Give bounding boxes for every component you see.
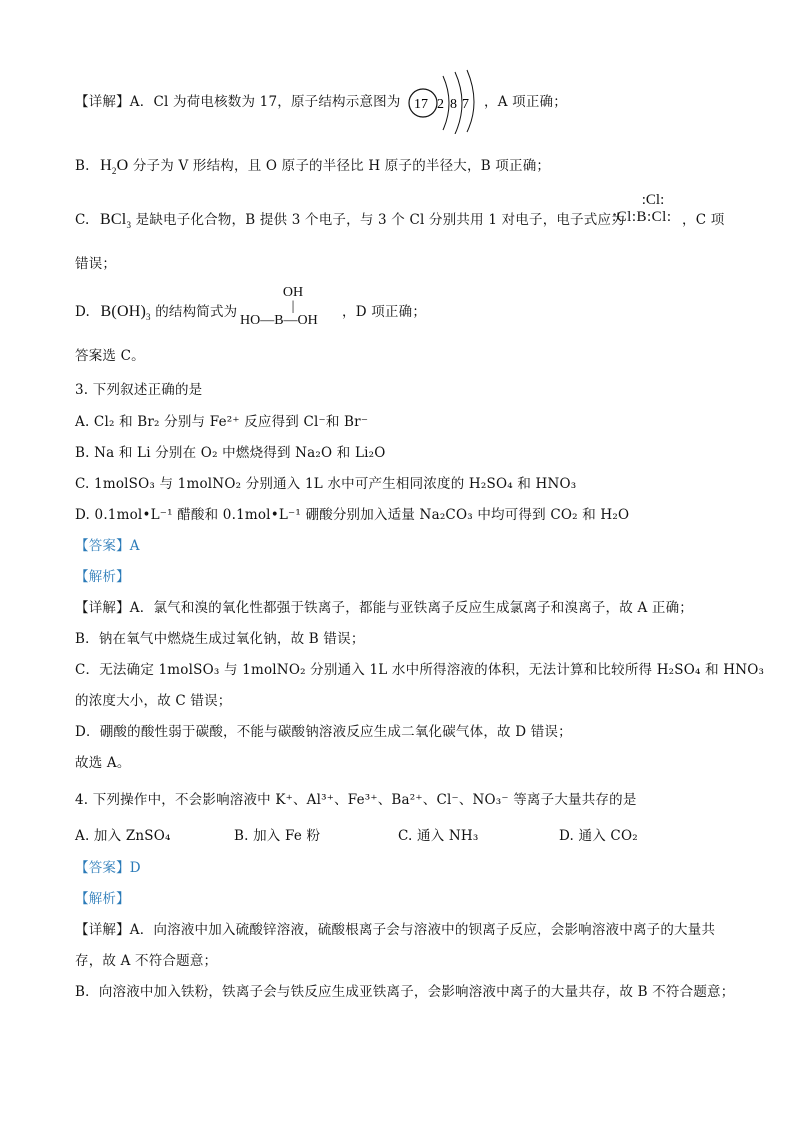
q3-explanation-a: 【详解】A．氯气和溴的氧化性都强于铁离子，都能与亚铁离子反应生成氯离子和溴离子，故 A 正确； [75,600,693,616]
bcl3-sub: 3 [126,220,132,231]
q3-explanation-d: D．硼酸的酸性弱于碳酸，不能与碳酸钠溶液反应生成二氧化碳气体，故 D 错误； [75,724,572,740]
q2-explanation-a [75,92,401,112]
q4-explanation-a1: 【详解】A．向溶液中加入硫酸锌溶液，硫酸根离子会与溶液中的钡离子反应，会影响溶液中离子的大量共 [75,922,716,938]
q2-a-suffix: ，A 项正确； [484,94,567,110]
q3-option-b: B. Na 和 Li 分别在 O₂ 中燃烧得到 Na₂O 和 Li₂O [75,445,386,461]
q2-c-text: 是缺电子化合物，B 提供 3 个电子，与 3 个 Cl 分别共用 1 对电子，电子式应为 [135,212,625,228]
q3-analysis-tag: 【解析】 [75,569,130,585]
bcl3-main: BCl [100,211,127,228]
q4-explanation-b: B．向溶液中加入铁粉，铁离子会与铁反应生成亚铁离子，会影响溶液中离子的大量共存，故 B 不符合题意； [75,984,735,1000]
struct-bar: | [291,299,295,314]
water-o: O [116,157,129,174]
atom-shell-3: 7 [462,97,469,112]
q2-b-text: 分子为 V 形结构，且 O 原子的半径比 H 原子的半径大，B 项正确； [132,158,551,174]
atom-shell-2: 8 [450,97,457,112]
q4-option-c: C. 通入 NH₃ [398,828,479,844]
q2-d-suffix: ，D 项正确； [342,304,427,320]
q3-option-d: D. 0.1mol•L⁻¹ 醋酸和 0.1mol•L⁻¹ 硼酸分别加入适量 Na₂CO₃ 中均可得到 CO₂ 和 H₂O [75,507,630,523]
boric-acid-formula [100,303,151,323]
struct-row: HO—B—OH [240,313,318,328]
q3-conclusion: 故选 A。 [75,755,131,771]
q3-answer-tag: 【答案】A [75,538,140,554]
bcl3-formula [100,211,132,231]
q2-b-label: B. [75,158,90,174]
q4-answer-tag: 【答案】D [75,860,141,876]
water-formula [100,157,129,177]
q2-d-label: D. [75,304,91,320]
q2-c-suffix: ，C 项 [682,212,725,228]
boric-acid-structure [240,286,340,328]
q2-d-text: 的结构简式为 [155,304,238,320]
q4-stem: 4. 下列操作中，不会影响溶液中 K⁺、Al³⁺、Fe³⁺、Ba²⁺、Cl⁻、NO₃⁻ 等离子大量共存的是 [75,792,637,808]
water-h: H [100,157,112,174]
q4-analysis-tag: 【解析】 [75,891,130,907]
q4-option-d: D. 通入 CO₂ [559,828,638,844]
struct-top: OH [282,285,304,300]
q2-answer: 答案选 C。 [75,348,145,364]
q3-explanation-b: B．钠在氧气中燃烧生成过氧化钠，故 B 错误； [75,631,365,647]
chlorine-atom-diagram [403,68,483,134]
q2-a-prefix: 【详解】A．Cl 为荷电核数为 17，原子结构示意图为 [75,94,401,110]
water-sub: 2 [111,166,117,177]
lewis-top: :Cl: [641,192,665,208]
q3-explanation-c1: C．无法确定 1molSO₃ 与 1molNO₂ 分别通入 1L 水中所得溶液的体积，无法计算和比较所得 H₂SO₄ 和 HNO₃ [75,662,765,678]
q4-option-b: B. 加入 Fe 粉 [234,828,321,844]
q2-explanation-c [75,210,625,230]
q2-c-label: C. [75,212,90,228]
q2-c-continuation: 错误； [75,256,117,272]
boric-sub: 3 [145,312,151,323]
q3-option-c: C. 1molSO₃ 与 1molNO₂ 分别通入 1L 水中可产生相同浓度的 H₂SO₄ 和 HNO₃ [75,476,577,492]
atom-shell-1: 2 [437,97,444,112]
q2-explanation-d [75,302,237,322]
boric-main: B(OH) [100,303,146,320]
q3-stem: 3. 下列叙述正确的是 [75,382,203,398]
q3-explanation-c2: 的浓度大小，故 C 错误； [75,693,232,709]
atom-nucleus-label: 17 [414,97,428,112]
q3-option-a: A. Cl₂ 和 Br₂ 分别与 Fe²⁺ 反应得到 Cl⁻和 Br⁻ [75,414,369,430]
q4-explanation-a2: 存，故 A 不符合题意； [75,953,218,969]
q2-explanation-b [75,156,550,176]
q4-option-a: A. 加入 ZnSO₄ [75,828,171,844]
lewis-row: :Cl:B:Cl: [612,209,672,225]
